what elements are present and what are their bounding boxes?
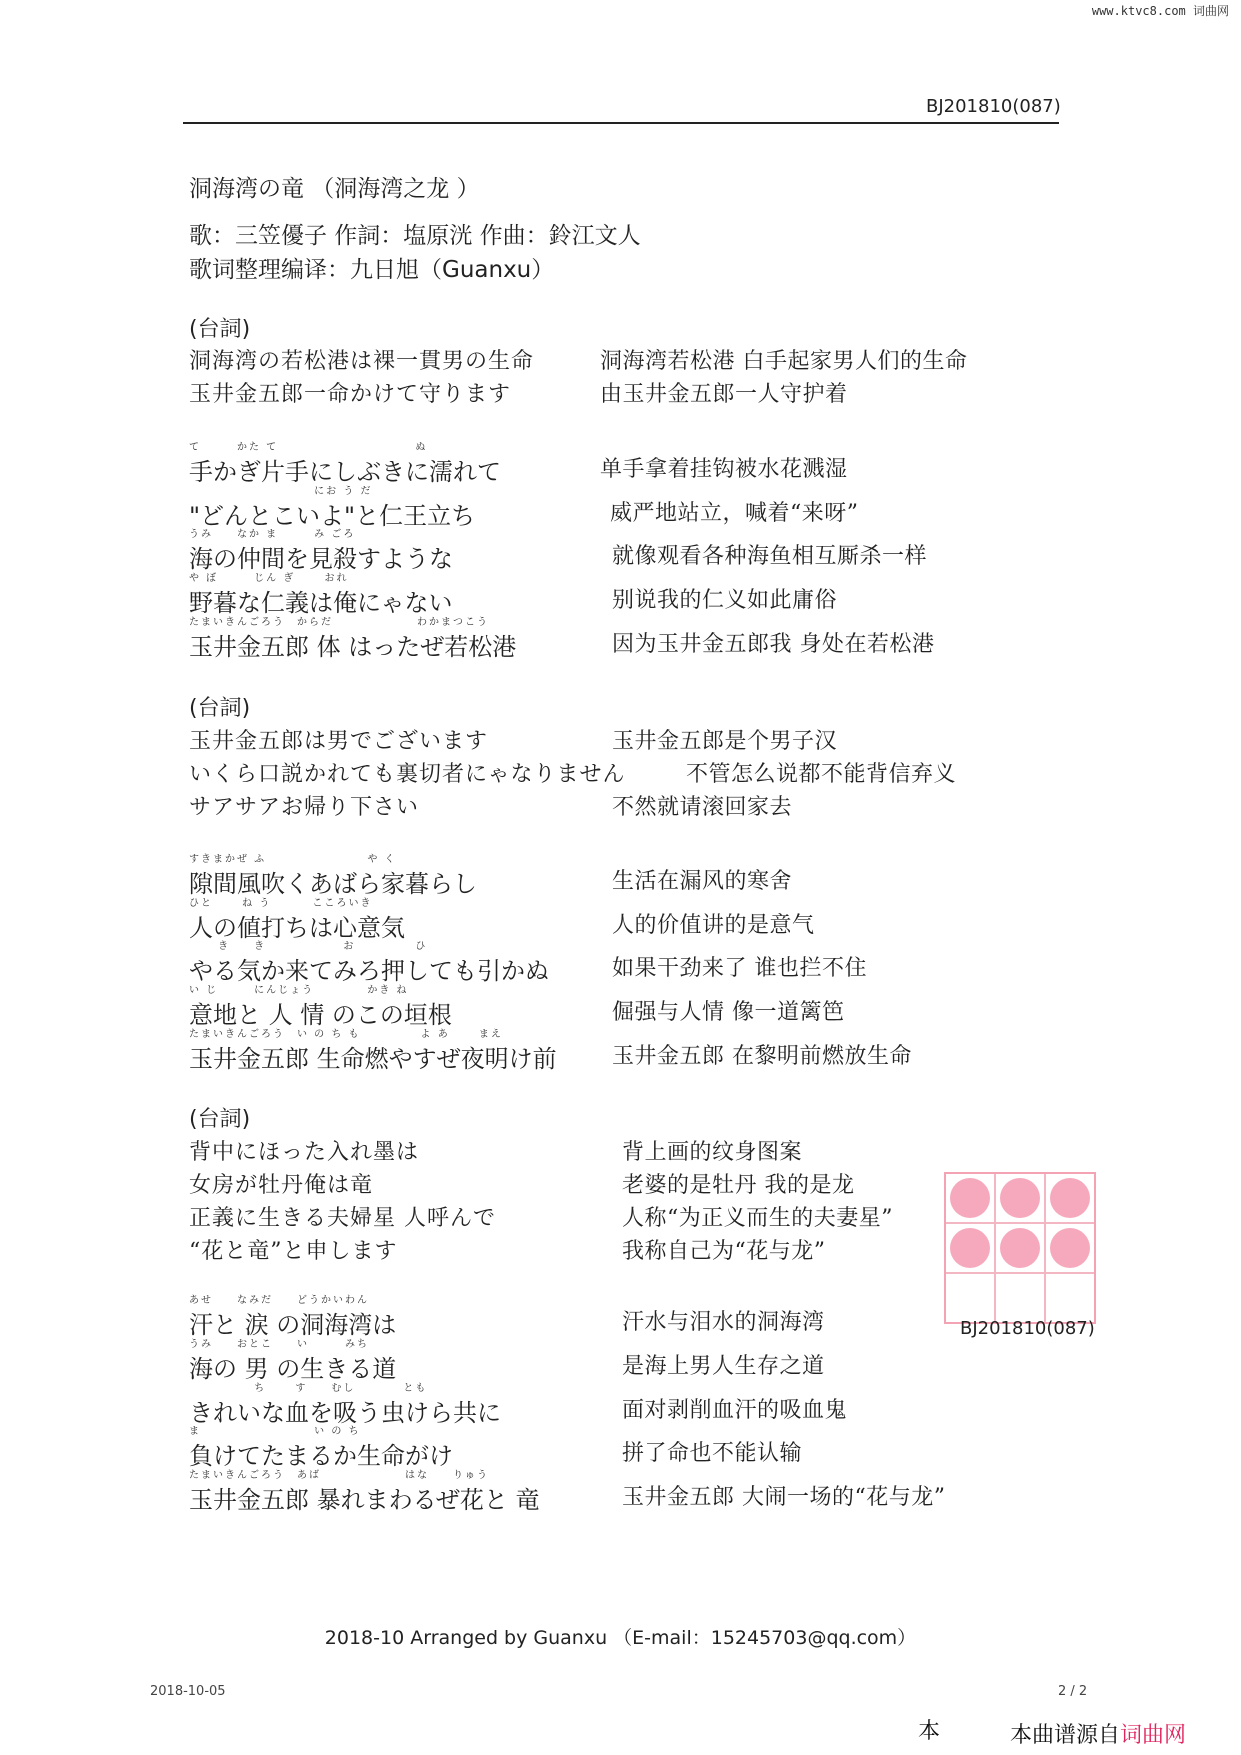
lyric-zh: 玉井金五郎 大闹一场的“花与龙” — [622, 1485, 946, 1510]
lyric-jp: て かた て ぬ 手かぎ片手にしぶきに濡れて — [189, 452, 501, 487]
furigana: ち す むし とも — [189, 1383, 428, 1394]
lyric-jp: 背中にほった入れ墨は — [189, 1140, 420, 1165]
lyric-jp: うみ なか ま み ごろ 海の仲間を見殺すような — [189, 539, 453, 574]
furigana: たまいきんごろう い の ち も よ あ まえ — [189, 1029, 503, 1040]
section-label: (台詞) — [189, 317, 251, 342]
furigana: き き お ひ — [189, 941, 428, 952]
lyric-jp: “花と竜”と申します — [189, 1239, 398, 1264]
lyric-jp: ひと ね う こころいき 人の値打ちは心意気 — [189, 908, 405, 943]
print-date: 2018-10-05 — [150, 1684, 226, 1699]
lyric-zh: 威严地站立，喊着“来呀” — [610, 501, 859, 526]
furigana: うみ なか ま み ごろ — [189, 529, 356, 540]
lyric-zh: 玉井金五郎是个男子汉 — [612, 729, 838, 754]
furigana: あせ なみだ どうかいわん — [189, 1295, 369, 1306]
site-url: www.ktvc8.com 词曲网 — [1091, 4, 1229, 18]
seal-stamp — [944, 1172, 1096, 1324]
lyric-jp: 玉井金五郎は男でございます — [189, 729, 489, 754]
source-link[interactable]: 词曲网 — [1120, 1723, 1187, 1748]
lyric-jp: 洞海湾の若松港は裸一貫男の生命 — [189, 349, 535, 374]
lyric-jp: すきまかぜ ふ や く 隙間風吹くあばら家暮らし — [189, 864, 477, 899]
lyric-zh: 是海上男人生存之道 — [622, 1354, 825, 1379]
lyric-zh: 生活在漏风的寒舍 — [612, 869, 793, 894]
furigana: ま い の ち — [189, 1426, 361, 1437]
lyric-jp: 女房が牡丹俺は竜 — [189, 1173, 374, 1198]
lyric-jp: たまいきんごろう あば はな りゅう 玉井金五郎 暴れまわるぜ花と 竜 — [189, 1480, 540, 1515]
lyric-zh: 面对剥削血汗的吸血鬼 — [622, 1398, 848, 1423]
furigana: て かた て ぬ — [189, 442, 428, 453]
section-label: (台詞) — [189, 1107, 251, 1132]
lyric-zh: 如果干劲来了 谁也拦不住 — [612, 956, 867, 981]
furigana: たまいきんごろう あば はな りゅう — [189, 1470, 489, 1481]
source-note — [1010, 1718, 1186, 1749]
document-code: BJ201810(087) — [926, 96, 1061, 117]
lyric-zh: 汗水与泪水的洞海湾 — [622, 1310, 825, 1335]
furigana: や ぼ じん ぎ おれ — [189, 573, 349, 584]
lyric-zh: 背上画的纹身图案 — [622, 1140, 803, 1165]
furigana: ひと ね う こころいき — [189, 898, 373, 909]
lyric-zh: 我称自己为“花与龙” — [622, 1239, 826, 1264]
lyric-zh: 因为玉井金五郎我 身处在若松港 — [612, 632, 935, 657]
lyric-zh: 单手拿着挂钩被水花溅湿 — [600, 457, 848, 482]
lyric-jp: 正義に生きる夫婦星 人呼んで — [189, 1206, 496, 1231]
furigana: にお う だ — [189, 486, 373, 497]
section-label: (台詞) — [189, 696, 251, 721]
lyric-zh: 就像观看各种海鱼相互厮杀一样 — [612, 544, 928, 569]
lyric-jp: うみ おとこ い みち 海の 男 の生きる道 — [189, 1349, 396, 1384]
furigana: い じ にんじょう かき ね — [189, 985, 409, 996]
lyric-zh: 老婆的是牡丹 我的是龙 — [622, 1173, 855, 1198]
lyric-jp: たまいきんごろう い の ち も よ あ まえ 玉井金五郎 生命燃やすぜ夜明け前 — [189, 1039, 557, 1074]
source-fragment: 本 — [918, 1719, 941, 1744]
lyric-zh: 别说我的仁义如此庸俗 — [612, 588, 838, 613]
lyric-jp: いくら口説かれても裏切者にゃなりません — [189, 762, 626, 787]
lyric-jp: や ぼ じん ぎ おれ 野暮な仁義は俺にゃない — [189, 583, 453, 618]
lyric-jp: にお う だ "どんとこいよ"と仁王立ち — [189, 496, 475, 531]
lyric-jp: 玉井金五郎一命かけて守ります — [189, 382, 512, 407]
lyric-jp: あせ なみだ どうかいわん 汗と 涙 の洞海湾は — [189, 1305, 396, 1340]
stamp-code: BJ201810(087) — [960, 1318, 1095, 1339]
furigana: たまいきんごろう からだ わかまつこう — [189, 617, 489, 628]
lyric-jp: ま い の ち 負けてたまるか生命がけ — [189, 1436, 453, 1471]
lyric-jp: ち す むし とも きれいな血を吸う虫けら共に — [189, 1393, 501, 1428]
lyric-zh: 倔强与人情 像一道篱笆 — [612, 1000, 845, 1025]
lyric-zh: 不然就请滚回家去 — [612, 795, 793, 820]
lyric-zh: 玉井金五郎 在黎明前燃放生命 — [612, 1044, 912, 1069]
lyric-zh: 人的价值讲的是意气 — [612, 913, 815, 938]
arranged-by: 2018-10 Arranged by Guanxu （E-mail：15245703@qq.com） — [324, 1627, 917, 1649]
furigana: うみ おとこ い みち — [189, 1339, 369, 1350]
source-text: 本曲谱源自 — [1010, 1723, 1121, 1748]
song-title: 洞海湾の竜 （洞海湾之龙 ） — [189, 176, 480, 202]
lyric-zh: 洞海湾若松港 白手起家男人们的生命 — [600, 349, 968, 374]
seal-char: 九 — [960, 1295, 980, 1319]
seal-char: 旭 — [1060, 1295, 1080, 1319]
lyric-zh: 人称“为正义而生的夫妻星” — [622, 1206, 893, 1231]
lyric-jp: サアサアお帰り下さい — [189, 795, 420, 820]
lyric-jp: き き お ひ やる気か来てみろ押しても引かぬ — [189, 951, 549, 986]
lyric-jp: い じ にんじょう かき ね 意地と 人 情 のこの垣根 — [189, 995, 452, 1030]
song-credits: 歌：三笠優子 作詞：塩原洸 作曲：鈴江文人 — [189, 223, 641, 249]
furigana: すきまかぜ ふ や く — [189, 854, 397, 865]
seal-char: 日 — [1010, 1295, 1030, 1319]
lyric-zh: 不管怎么说都不能背信弃义 — [686, 762, 957, 787]
lyric-zh: 拼了命也不能认输 — [622, 1441, 803, 1466]
page-number: 2 / 2 — [1058, 1684, 1088, 1699]
header-rule — [183, 122, 1059, 124]
lyric-jp: たまいきんごろう からだ わかまつこう 玉井金五郎 体 はったぜ若松港 — [189, 627, 516, 662]
song-arranger: 歌词整理编译：九日旭（Guanxu） — [189, 257, 555, 283]
lyric-zh: 由玉井金五郎一人守护着 — [600, 382, 848, 407]
